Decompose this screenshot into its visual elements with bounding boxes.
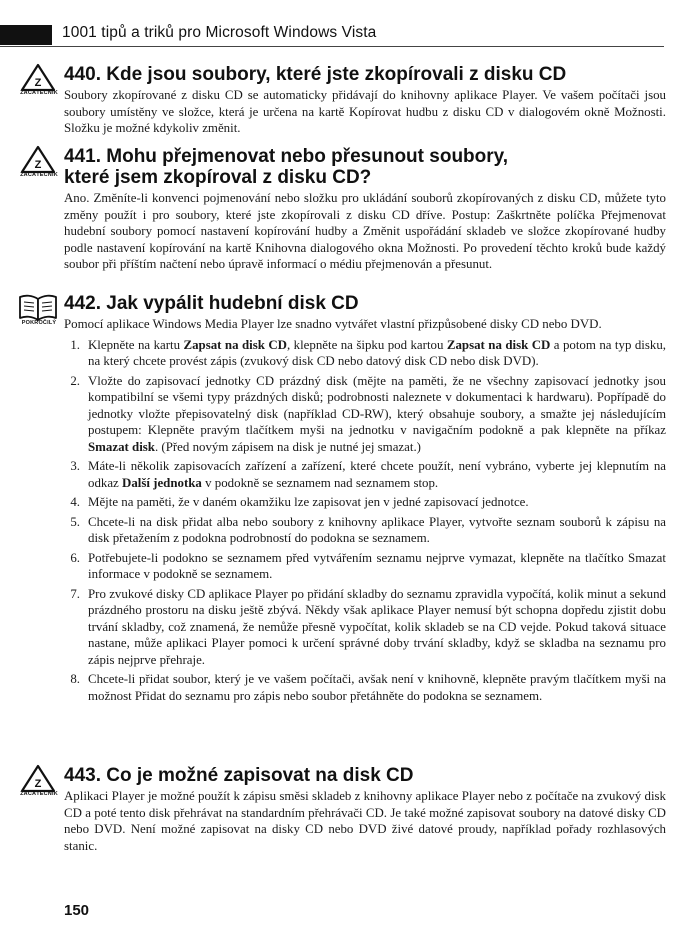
list-item-text: Chcete-li na disk přidat alba nebo soubory z knihovny aplikace Player, vytvořte seznam souborů k zápisu na disk přetažením z podokna podrobností do podokna se seznamem. xyxy=(88,514,666,545)
list-item xyxy=(64,671,666,704)
list-item-text: Klepněte na kartu xyxy=(88,337,184,352)
svg-text:Z: Z xyxy=(34,778,42,790)
open-book-icon xyxy=(16,291,60,335)
list-item-text: Mějte na paměti, že v daném okamžiku lze zapisovat jen v jedné zapisovací jednotce. xyxy=(88,495,529,509)
running-header: 1001 tipů a triků pro Microsoft Windows Vista xyxy=(62,24,377,41)
svg-text:Z: Z xyxy=(34,77,42,89)
beginner-icon-label: ZAČÁTEČNÍK xyxy=(20,172,58,178)
section-441 xyxy=(20,146,666,273)
list-item-bold-text: Zapsat na disk CD xyxy=(183,337,287,352)
advanced-icon-label: POKROČILÝ xyxy=(21,320,57,326)
section-440 xyxy=(20,64,666,137)
section-paragraph: Soubory zkopírované z disku CD se automaticky přidávají do knihovny aplikace Player. Ve vašem počítači jsou soubory umístěny ve složce, která je určena na kartě Kopírovat hudbu z disku CD v dialogovém okně Možnosti. Složku je možné kdykoliv změnit. xyxy=(64,88,666,135)
section-paragraph: Aplikaci Player je možné použít k zápisu směsi skladeb z knihovny aplikace Player nebo z počítače na zvukový disk CD a poté tento disk přehrávat na standardním přehrávači CD. Je také možné zapisovat soubory na datové disky CD nebo DVD. Není možné zapisovat na disky CD nebo DVD živé datové proudy, například pořady rozhlasových stanic. xyxy=(64,789,666,853)
section-paragraph: Ano. Změníte-li konvenci pojmenování nebo složku pro ukládání souborů zkopírovaných z disku CD, můžete tyto změny použít i pro soubory, které jste zkopírovali z disku CD dříve. Postup: Zaškrtněte políčka Přejmenovat hudební soubory pomocí nastavení kopírování hudby a Změnit uspořádání skladeb ve složce zkopírované hudby podle nastavení kopírování na kartě Knihovna dialogového okna Možnosti. Po provedení těchto kroků bude každý soubor při příštím načtení nebo úpravě informací o médiu přejmenován a přesunut. xyxy=(64,191,666,271)
list-item xyxy=(64,494,666,511)
list-item-number: 7. xyxy=(70,586,80,601)
list-item-text: Potřebujete-li podokno se seznamem před vytvářením seznamu nejprve vymazat, klepněte na tlačítko Smazat informace v podokně se seznamem. xyxy=(88,550,666,581)
list-item-number: 1. xyxy=(70,337,80,352)
list-item-number: 2. xyxy=(70,373,80,388)
beginner-icon xyxy=(16,763,60,807)
list-item-number: 5. xyxy=(70,514,80,529)
list-item-text: . (Před novým zápisem na disk je nutné jej smazat.) xyxy=(154,439,421,454)
list-item-bold-text: Smazat disk xyxy=(88,439,155,454)
steps-list xyxy=(64,337,666,705)
section-title: 443. Co je možné zapisovat na disk CD xyxy=(64,765,414,786)
svg-text:Z: Z xyxy=(34,159,42,171)
section-442 xyxy=(21,293,667,707)
header-rule xyxy=(0,46,664,47)
list-item-text: Máte-li několik zapisovacích zařízení a zařízení, které chcete použít, není vybráno, vyberte jej klepnutím na odkaz xyxy=(88,459,666,490)
list-item-number: 4. xyxy=(70,495,80,509)
list-item xyxy=(64,550,666,583)
list-item-bold-text: Další jednotka xyxy=(122,475,202,490)
beginner-icon-label: ZAČÁTEČNÍK xyxy=(20,90,58,96)
header-black-bar xyxy=(0,25,52,45)
list-item xyxy=(64,337,666,370)
list-item-text: a potom na typ disku, na který chcete provést zápis (zvukový disk CD nebo datový disk CD nebo disk DVD). xyxy=(88,337,667,368)
section-title-line2: které jsem zkopíroval z disku CD? xyxy=(64,167,372,188)
list-item-text: , klepněte na šipku pod kartou xyxy=(286,337,447,352)
beginner-icon-label: ZAČÁTEČNÍK xyxy=(20,791,58,797)
beginner-icon xyxy=(16,144,60,188)
list-item-number: 3. xyxy=(70,459,80,473)
list-item-number: 8. xyxy=(70,672,80,686)
list-item-text: Pro zvukové disky CD aplikace Player po přidání skladby do seznamu zpravidla vypočítá, kolik minut a sekund prázdného prostoru na disku ještě zbývá. Někdy však aplikace Player nemusí být schopna dopředu zjistit dobu trvání skladby, což znamená, že nemůže přesně vypočítat, kolik skladeb se na CD vejde. Pokud taková situace nastane, může aplikaci Player pomoci k určení správné doby trvání skladby, když se skladba na seznamu pro zápis nejprve přehraje. xyxy=(88,586,666,667)
list-item xyxy=(64,458,666,491)
list-item-text: Chcete-li přidat soubor, který je ve vašem počítači, avšak není v knihovně, klepněte pravým tlačítkem myši na možnost Přidat do seznamu pro zápis nebo soubor přetáhněte do podokna se seznamem. xyxy=(88,672,666,703)
list-item xyxy=(64,373,666,456)
list-item-bold-text: Zapsat na disk CD xyxy=(446,337,551,352)
section-title: 442. Jak vypálit hudební disk CD xyxy=(64,293,359,314)
list-item-number: 6. xyxy=(70,550,80,565)
section-paragraph: Pomocí aplikace Windows Media Player lze snadno vytvářet vlastní přizpůsobené disky CD nebo DVD. xyxy=(64,317,602,331)
list-item-text: v podokně se seznamem nad seznamem stop. xyxy=(201,475,439,490)
section-443 xyxy=(20,765,666,854)
section-title: 440. Kde jsou soubory, které jste zkopírovali z disku CD xyxy=(64,64,567,85)
list-item xyxy=(64,514,666,547)
beginner-icon xyxy=(16,62,60,106)
page-number: 150 xyxy=(64,902,90,919)
list-item-text: Vložte do zapisovací jednotky CD prázdný disk (mějte na paměti, že ne všechny zapisovací jednotky jsou kompatibilní se všemi typy prázdných disků; podrobnosti naleznete v dokumentaci k hardwaru). Popřípadě do jednotky vložte přepisovatelný disk (například CD-RW), který obsahuje soubory, a smažte jej následujícím postupem: Klepněte pravým tlačítkem myši na jednotku v navigačním podokně a pak klepněte na příkaz xyxy=(88,373,666,437)
section-title-line1: 441. Mohu přejmenovat nebo přesunout soubory, xyxy=(64,146,509,167)
list-item xyxy=(64,586,666,669)
